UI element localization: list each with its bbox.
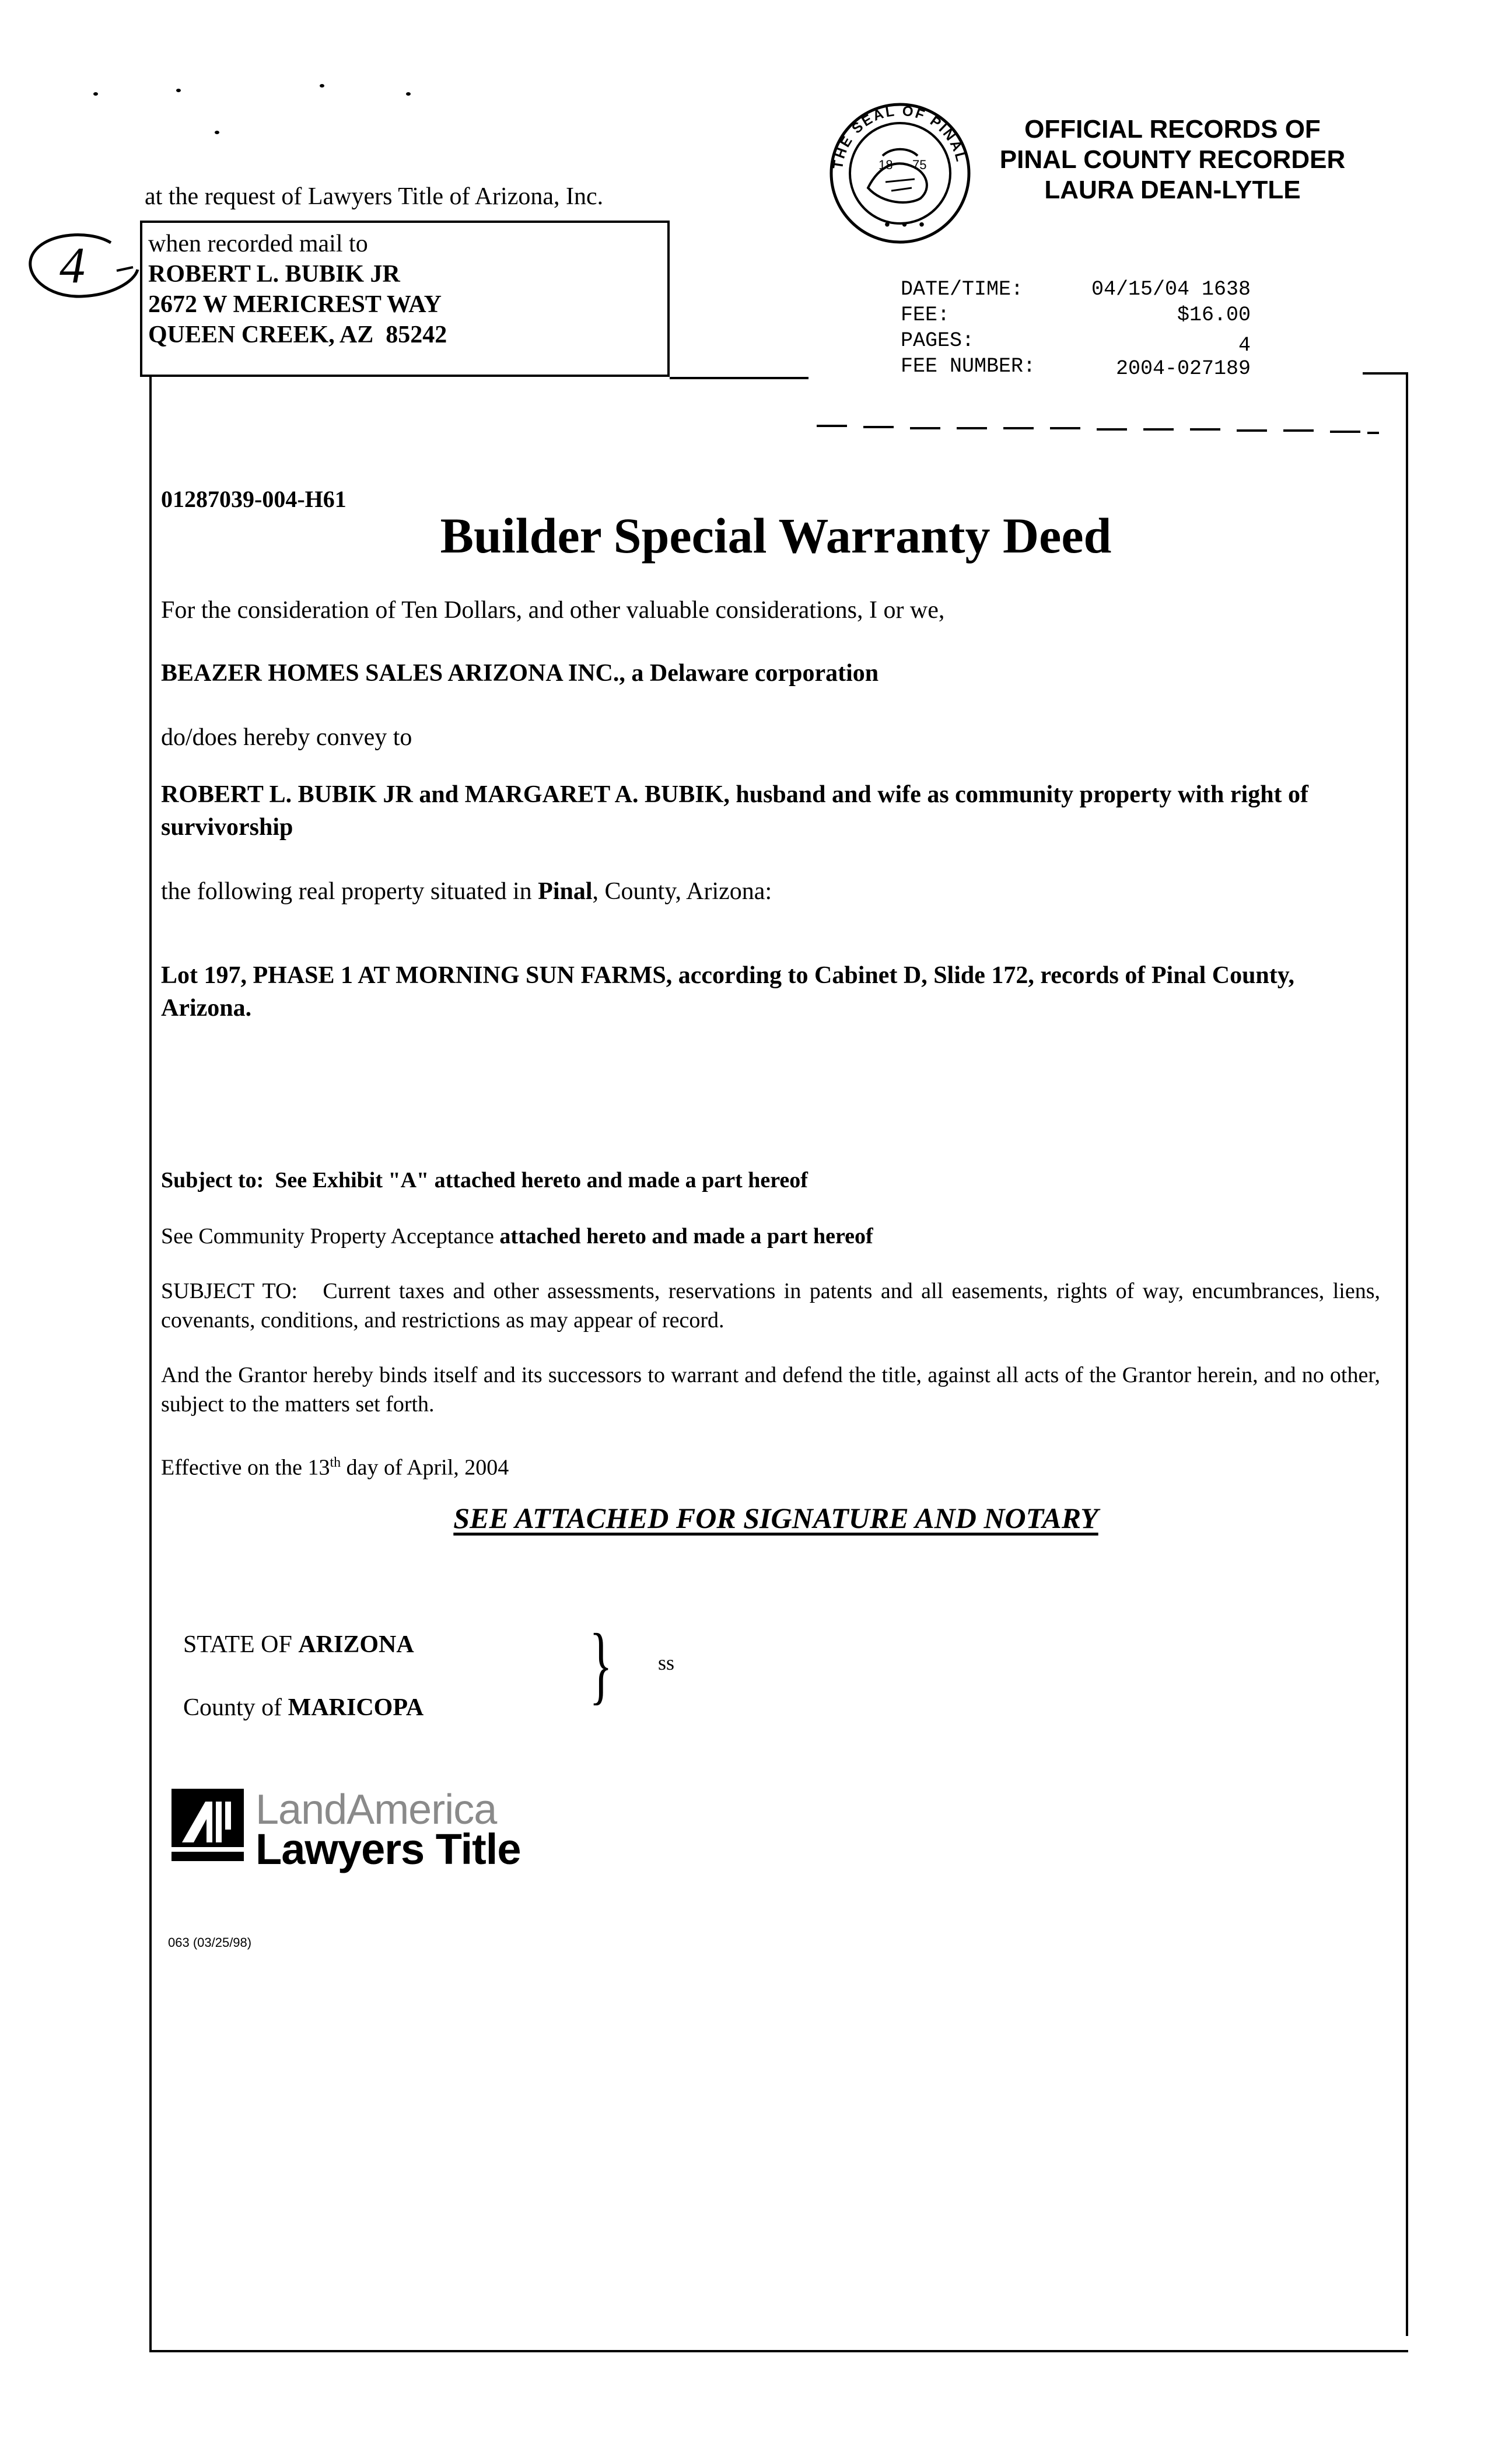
legal-description: Lot 197, PHASE 1 AT MORNING SUN FARMS, according to Cabinet D, Slide 172, records of Pinal County, Arizona. <box>161 962 1294 1022</box>
order-number: 01287039-004-H61 <box>161 486 346 512</box>
see-attached-notice: SEE ATTACHED FOR SIGNATURE AND NOTARY <box>453 1502 1098 1534</box>
border-left <box>149 377 152 2352</box>
venue-brace: } <box>589 1616 612 1713</box>
property-county: Pinal <box>538 878 593 905</box>
venue-state <box>183 1629 414 1660</box>
subject-to-label: SUBJECT TO: <box>161 1279 298 1303</box>
mail-to-label: when recorded mail to <box>148 230 368 257</box>
state-value: ARIZONA <box>298 1631 414 1658</box>
date-value: 04/15/04 1638 <box>1091 278 1251 301</box>
grantor-binds-paragraph: And the Grantor hereby binds itself and its successors to warrant and defend the title, against all acts of the Grantor herein, and no other, subject to the matters set forth. <box>161 1363 1380 1417</box>
scan-speck <box>406 92 411 96</box>
handwritten-page-number <box>23 229 140 305</box>
border-top-left <box>670 377 808 379</box>
border-bottom <box>149 2350 1408 2352</box>
venue-ss: ss <box>658 1651 675 1674</box>
venue-county <box>183 1692 424 1723</box>
convey-text: do/does hereby convey to <box>161 724 412 751</box>
fee-number-value: 2004-027189 <box>1115 357 1251 380</box>
seal-ring-text: THE SEAL OF PINAL <box>830 103 970 170</box>
landamerica-logo <box>172 1788 533 1875</box>
recorder-line-1: OFFICIAL RECORDS OF <box>1024 115 1321 144</box>
effective-sup: th <box>330 1455 341 1470</box>
logo-brand-line-2: Lawyers Title <box>256 1825 521 1873</box>
community-a: See <box>161 1224 199 1249</box>
pages-label: PAGES: <box>901 329 975 352</box>
community-c: attached hereto and made a part hereof <box>494 1224 873 1249</box>
recorder-heading <box>992 114 1353 205</box>
recorder-line-2: PINAL COUNTY RECORDER <box>999 145 1346 174</box>
fee-label: FEE: <box>901 303 950 327</box>
landamerica-logo-mark <box>172 1789 244 1861</box>
effective-b: day of April, 2004 <box>341 1455 509 1480</box>
form-number: 063 (03/25/98) <box>168 1935 252 1950</box>
effective-a: Effective on the 13 <box>161 1455 330 1480</box>
border-top-right <box>1363 372 1408 375</box>
seal-year-right: 75 <box>912 158 927 172</box>
county-label: County of <box>183 1694 288 1721</box>
scan-speck <box>176 89 181 92</box>
page-annotation-text: 4 <box>60 237 85 294</box>
mail-to-name: ROBERT L. BUBIK JR <box>148 261 400 288</box>
svg-text:• • •: • • • <box>884 215 928 233</box>
recorder-line-3: LAURA DEAN-LYTLE <box>1044 176 1301 204</box>
recording-info <box>901 277 1251 379</box>
subject-exhibit-line: Subject to: See Exhibit "A" attached hereto and made a part hereof <box>161 1168 808 1192</box>
scan-speck <box>215 131 219 134</box>
seal-year-left: 18 <box>878 158 893 172</box>
community-property-line <box>161 1222 873 1251</box>
scan-speck <box>93 92 98 96</box>
grantor-name: BEAZER HOMES SALES ARIZONA INC., a Delaware corporation <box>161 660 879 687</box>
property-intro <box>161 875 772 908</box>
request-line: at the request of Lawyers Title of Arizona, Inc. <box>145 183 604 210</box>
deed-title: Builder Special Warranty Deed <box>440 508 1112 564</box>
property-intro-a: the following real property situated in <box>161 878 538 905</box>
effective-date <box>161 1448 509 1482</box>
date-label: DATE/TIME: <box>901 278 1024 301</box>
grantee-names: ROBERT L. BUBIK JR and MARGARET A. BUBIK, husband and wife as community property with right of survivorship <box>161 781 1309 841</box>
county-seal <box>827 100 973 246</box>
fee-number-label: FEE NUMBER: <box>901 355 1036 378</box>
border-right <box>1406 372 1408 2336</box>
subject-to-text: Current taxes and other assessments, reservations in patents and all easements, rights of way, encumbrances, liens, covenants, conditions, and restrictions as may appear of record. <box>161 1279 1380 1333</box>
mail-to-box <box>140 221 670 377</box>
fee-value: $16.00 <box>1177 303 1251 327</box>
county-value: MARICOPA <box>288 1694 424 1721</box>
subject-to-paragraph <box>161 1277 1380 1335</box>
pages-value: 4 <box>1238 334 1251 357</box>
consideration-text: For the consideration of Ten Dollars, and other valuable considerations, I or we, <box>161 597 945 624</box>
mail-to-city: QUEEN CREEK, AZ 85242 <box>148 321 447 348</box>
community-b: Community Property Acceptance <box>198 1224 494 1249</box>
state-label: STATE OF <box>183 1631 299 1658</box>
scan-speck <box>320 84 324 88</box>
property-intro-b: , County, Arizona: <box>592 878 772 905</box>
mail-to-street: 2672 W MERICREST WAY <box>148 291 442 318</box>
logo-brand-line-1: LandAmerica <box>256 1786 497 1833</box>
